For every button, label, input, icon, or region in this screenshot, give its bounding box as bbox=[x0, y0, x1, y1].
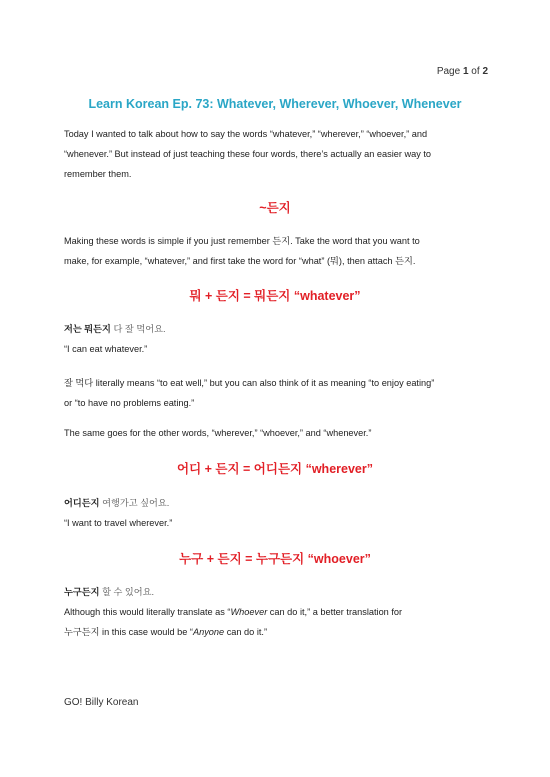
formula-wherever: 어디 + 든지 = 어디든지 “wherever” bbox=[177, 462, 373, 476]
example-wherever: 어디든지 여행가고 싶어요. “I want to travel wherever.” bbox=[64, 498, 173, 528]
example-whoever: 누구든지 할 수 있어요. Although this would literally translate as “Whoever can do it,” a better translation for 누구든지 in this case would be “Anyone can do it.” bbox=[64, 587, 403, 637]
example-whatever: 저는 뭐든지 다 잘 먹어요. “I can eat whatever.” bbox=[64, 324, 166, 354]
note-paragraph: 잘 먹다 literally means “to eat well,” but you can also think of it as meaning “to enjoy eating” or “to have no problems eating.” bbox=[64, 378, 435, 408]
note-other-words: The same goes for the other words, “wherever,” “whoever,” and “whenever.” bbox=[64, 428, 372, 438]
page-number: Page 1 of 2 bbox=[436, 66, 488, 77]
intro-paragraph: Today I wanted to talk about how to say the words “whatever,” “wherever,” “whoever,” and “whenever.” But instead of just teaching these four words, there’s actually an easier way to remember them. bbox=[64, 129, 432, 179]
lesson-title: Learn Korean Ep. 73: Whatever, Wherever, Whoever, Whenever bbox=[88, 97, 462, 111]
formula-whatever: 뭐 + 든지 = 뭐든지 “whatever” bbox=[189, 289, 361, 303]
explanation-paragraph: Making these words is simple if you just remember 든지. Take the word that you want to make, for example, “whatever,” and first take the word for “what” (뭐), then attach 든지. bbox=[64, 236, 420, 266]
formula-whoever: 누구 + 든지 = 누구든지 “whoever” bbox=[179, 552, 371, 566]
footer-brand: GO! Billy Korean bbox=[64, 697, 139, 708]
main-heading: ~든지 bbox=[259, 201, 291, 215]
